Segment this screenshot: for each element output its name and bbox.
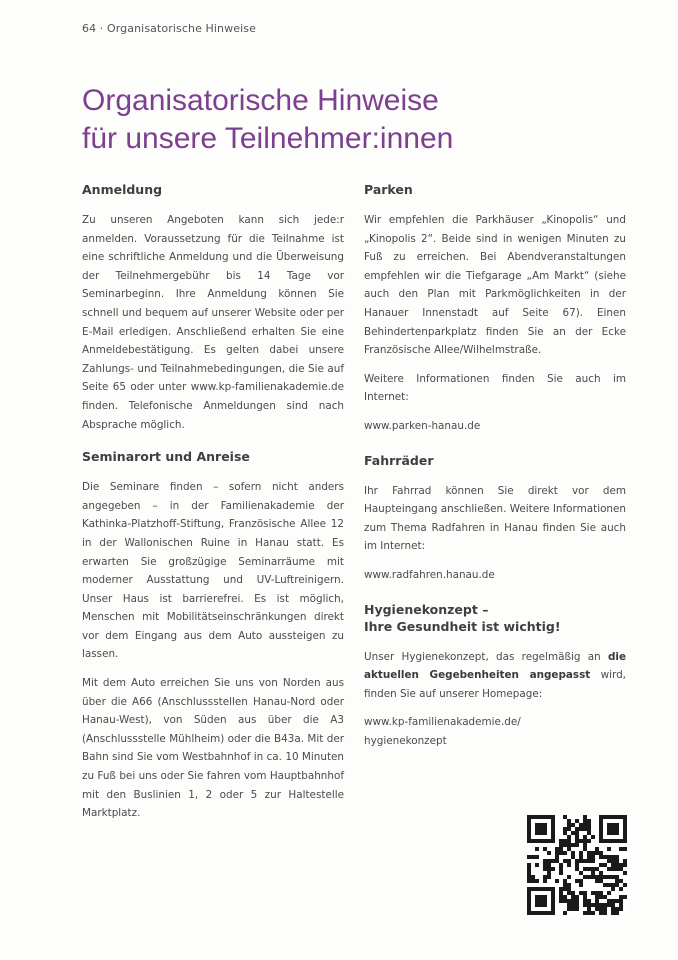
left-column [82,181,344,823]
text-parken-more: Weitere Informationen finden Sie auch im Internet: [364,372,626,404]
heading-parken: Parken [364,182,413,197]
link-hygiene-line-1: www.kp-familienakademie.de/ [364,716,521,729]
text-hygiene-a: Unser Hygienekonzept, das regelmäßig an [364,650,608,663]
link-hygiene[interactable] [364,713,626,750]
text-seminarort-2: Mit dem Auto erreichen Sie uns von Norden aus über die A66 (Anschlussstellen Hanau-Nord oder Hanau-West), von Süden aus über die A3 (Anschlussstelle Mühlheim) oder die B43a. Mit der Bahn sind Sie vom Westbahnhof in ca. 10 Minuten zu Fuß bei uns oder Sie fahren vom Hauptbahnhof mit den Buslinien 1, 2 oder 5 zur Haltestelle Marktplatz. [82,677,344,820]
section-fahrraeder [364,452,626,585]
section-seminarort [82,448,344,823]
link-hygiene-line-2: hygienekonzept [364,734,447,747]
page-title-line-1: Organisatorische Hinweise [82,84,439,118]
link-fahrraeder[interactable]: www.radfahren.hanau.de [364,568,495,581]
heading-fahrraeder: Fahrräder [364,452,434,468]
heading-hygiene-line-1: Hygienekonzept – [364,601,489,617]
section-anmeldung [82,181,344,434]
text-fahrraeder: Ihr Fahrrad können Sie direkt vor dem Haupteingang anschließen. Weitere Informationen zum Thema Radfahren in Hanau finden Sie auch im Internet: [364,484,626,553]
link-parken[interactable]: www.parken-hanau.de [364,419,481,432]
page-title-line-2: für unsere Teilnehmer:innen [82,122,454,156]
right-column [364,181,626,750]
text-parken: Wir empfehlen die Parkhäuser „Kinopolis“ und „Kinopolis 2“. Beide sind in wenigen Minuten zu Fuß zu erreichen. Bei Abendveranstaltungen empfehlen wir die Tiefgarage „Am Markt“ (siehe auch den Plan mit Parkmöglichkeiten in der Hanauer Innenstadt auf Seite 67). Einen Behindertenparkplatz finden Sie an der Ecke Französische Allee/Wilhelmstraße. [364,214,626,357]
running-head: 64 · Organisatorische Hinweise [82,22,256,35]
heading-anmeldung: Anmeldung [82,182,163,197]
heading-hygiene [364,601,626,635]
text-anmeldung: Zu unseren Angeboten kann sich jede:r anmelden. Voraussetzung für die Teilnahme ist eine schriftliche Anmeldung und die Überweisung der Teilnehmergebühr bis 14 Tage vor Seminarbeginn. Ihre Anmeldung können Sie schnell und bequem auf unserer Website oder per E-Mail erledigen. Anschließend erhalten Sie eine Anmeldebestätigung. Es gelten dabei unsere Zahlungs- und Teilnahmebedingungen, die Sie auf Seite 65 oder unter www.kp-familienakademie.de finden. Telefonische Anmeldungen sind nach Absprache möglich. [82,214,344,431]
heading-seminarort: Seminarort und Anreise [82,449,250,465]
heading-hygiene-line-2: Ihre Gesundheit ist wichtig! [364,618,561,634]
page-title [82,82,602,158]
qr-code-icon[interactable] [527,815,627,915]
text-seminarort-1: Die Seminare finden – sofern nicht anders angegeben – in der Familienakademie der Kathinka-Platzhoff-Stiftung, Französische Allee 12 in der Wallonischen Ruine in Hanau statt. Es erwarten Sie großzügige Seminarräume mit moderner Ausstattung und UV-Luftreinigern. Unser Haus ist barrierefrei. Es ist möglich, Menschen mit Mobilitätseinschränkungen direkt vor dem Eingang aus dem Auto aussteigen zu lassen. [82,481,344,661]
text-hygiene [364,648,626,704]
text-hygiene-emphasis: die aktuellen Gegebenheiten angepasst [364,650,626,682]
section-hygiene [364,601,626,751]
section-parken [364,181,626,436]
text-hygiene-c: wird, finden Sie auf unserer Homepage: [364,669,626,700]
